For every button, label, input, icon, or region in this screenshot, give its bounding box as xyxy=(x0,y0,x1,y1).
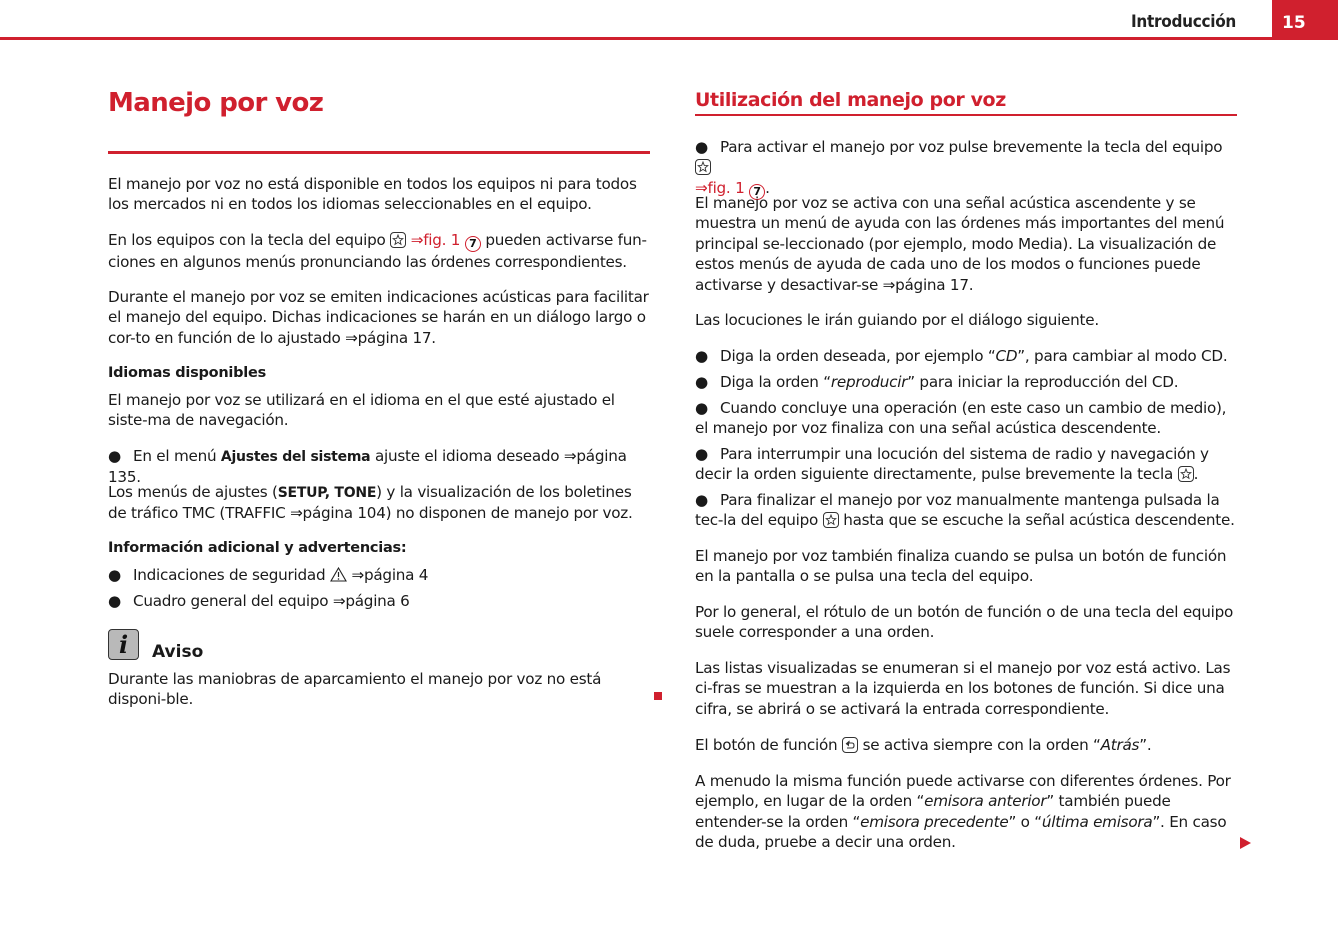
paragraph-back-button: El botón de función se activa siempre con la orden “Atrás”. xyxy=(695,736,1152,754)
page-header xyxy=(0,0,1338,40)
title-rule xyxy=(108,151,650,154)
voice-key-icon xyxy=(823,512,839,528)
bullet-system-settings: ● En el menú Ajustes del sistema ajuste el idioma deseado ⇒página 135. xyxy=(108,447,627,487)
paragraph-dialog: Las locuciones le irán guiando por el diálogo siguiente. xyxy=(695,311,1099,329)
paragraph-availability: El manejo por voz no está disponible en todos los equipos ni para todos los mercados ni en todos los idiomas seleccionables en el equipo. xyxy=(108,175,637,214)
notice-title: Aviso xyxy=(152,642,204,662)
warning-triangle-icon xyxy=(330,567,347,587)
figure-link[interactable]: ⇒fig. 1 xyxy=(410,231,461,249)
continue-arrow-icon xyxy=(1240,837,1251,849)
notice-text: Durante las maniobras de aparcamiento el manejo por voz no está disponi-ble. xyxy=(108,670,602,709)
page-number-box xyxy=(1272,0,1338,40)
paragraph-alternative-commands: A menudo la misma función puede activarse con diferentes órdenes. Por ejemplo, en lugar de la orden “emisora anterior” también puede entender-se la orden “emisora precedente” o “última emisora”. En caso de duda, pruebe a decir una orden. xyxy=(695,772,1231,852)
paragraph-activation: El manejo por voz se activa con una señal acústica ascendente y se muestra un menú de ayuda con las órdenes más importantes del menú principal se-leccionado (por ejemplo, modo Media). La visualización de estos menús de ayuda de cada uno de los modos o funciones puede activarse y desactivar-se ⇒página 17. xyxy=(695,194,1225,294)
bullet-interrupt: ● Para interrumpir una locución del sistema de radio y navegación y decir la orden siguiente directamente, pulse brevemente la tecla . xyxy=(695,445,1209,484)
bullet-icon: ● xyxy=(108,592,122,610)
bullet-icon: ● xyxy=(695,445,709,463)
header-rule xyxy=(0,37,1338,40)
subsection-title: Utilización del manejo por voz xyxy=(695,89,1006,111)
bullet-icon: ● xyxy=(695,138,709,156)
bullet-operation-ends: ● Cuando concluye una operación (en este caso un cambio de medio), el manejo por voz finaliza con una señal acústica descendente. xyxy=(695,399,1227,438)
subheading-languages: Idiomas disponibles xyxy=(108,365,266,381)
page-number: 15 xyxy=(1282,13,1306,33)
callout-number: 7 xyxy=(465,236,481,252)
paragraph-settings-menus: Los menús de ajustes (SETUP, TONE) y la visualización de los boletines de tráfico TMC (TRAFFIC ⇒página 104) no disponen de manejo por voz. xyxy=(108,483,633,523)
voice-key-icon xyxy=(390,232,406,248)
back-icon xyxy=(842,737,858,753)
subsection-rule xyxy=(695,114,1237,116)
bullet-icon: ● xyxy=(695,399,709,417)
figure-link[interactable]: ⇒fig. 1 xyxy=(695,178,745,197)
bullet-overview: ● Cuadro general del equipo ⇒página 6 xyxy=(108,592,410,610)
paragraph-lists: Las listas visualizadas se enumeran si el manejo por voz está activo. Las ci-fras se muestran a la izquierda en los botones de función. Si dice una cifra, se abrirá o se activará la entrada correspondiente. xyxy=(695,659,1231,718)
subheading-additional-info: Información adicional y advertencias: xyxy=(108,540,407,556)
bullet-say-command: ● Diga la orden deseada, por ejemplo “CD”, para cambiar al modo CD. xyxy=(695,347,1228,365)
bullet-icon: ● xyxy=(695,347,709,365)
end-of-section-marker xyxy=(654,692,662,700)
bullet-play: ● Diga la orden “reproducir” para iniciar la reproducción del CD. xyxy=(695,373,1179,391)
chapter-title: Introducción xyxy=(1131,12,1236,32)
bullet-end-manually: ● Para finalizar el manejo por voz manualmente mantenga pulsada la tec-la del equipo hasta que se escuche la señal acústica descendente. xyxy=(695,491,1235,530)
paragraph-function-button: El manejo por voz también finaliza cuando se pulsa un botón de función en la pantalla o se pulsa una tecla del equipo. xyxy=(695,547,1227,586)
info-icon: i xyxy=(108,629,139,660)
bullet-icon: ● xyxy=(695,491,709,509)
paragraph-labels: Por lo general, el rótulo de un botón de función o de una tecla del equipo suele corresponder a una orden. xyxy=(695,603,1234,642)
bullet-icon: ● xyxy=(695,373,709,391)
section-title: Manejo por voz xyxy=(108,88,324,118)
voice-key-icon xyxy=(1178,466,1194,482)
bullet-icon: ● xyxy=(108,566,122,584)
voice-key-icon xyxy=(695,159,711,175)
paragraph-acoustic: Durante el manejo por voz se emiten indicaciones acústicas para facilitar el manejo del equipo. Dichas indicaciones se harán en un diálogo largo o cor-to en función de lo ajustado ⇒página 17. xyxy=(108,288,649,347)
callout-number: 7 xyxy=(749,184,765,200)
paragraph-voice-key: En los equipos con la tecla del equipo ⇒fig. 1 7 pueden activarse fun-ciones en algunos menús pronunciando las órdenes correspondientes. xyxy=(108,231,647,271)
bullet-icon: ● xyxy=(108,447,122,465)
bullet-safety: ● Indicaciones de seguridad ⇒página 4 xyxy=(108,565,650,587)
paragraph-language: El manejo por voz se utilizará en el idioma en el que esté ajustado el siste-ma de navegación. xyxy=(108,391,615,430)
bullet-activate: ● Para activar el manejo por voz pulse brevemente la tecla del equipo ⇒fig. 1 7 . xyxy=(695,138,1223,198)
